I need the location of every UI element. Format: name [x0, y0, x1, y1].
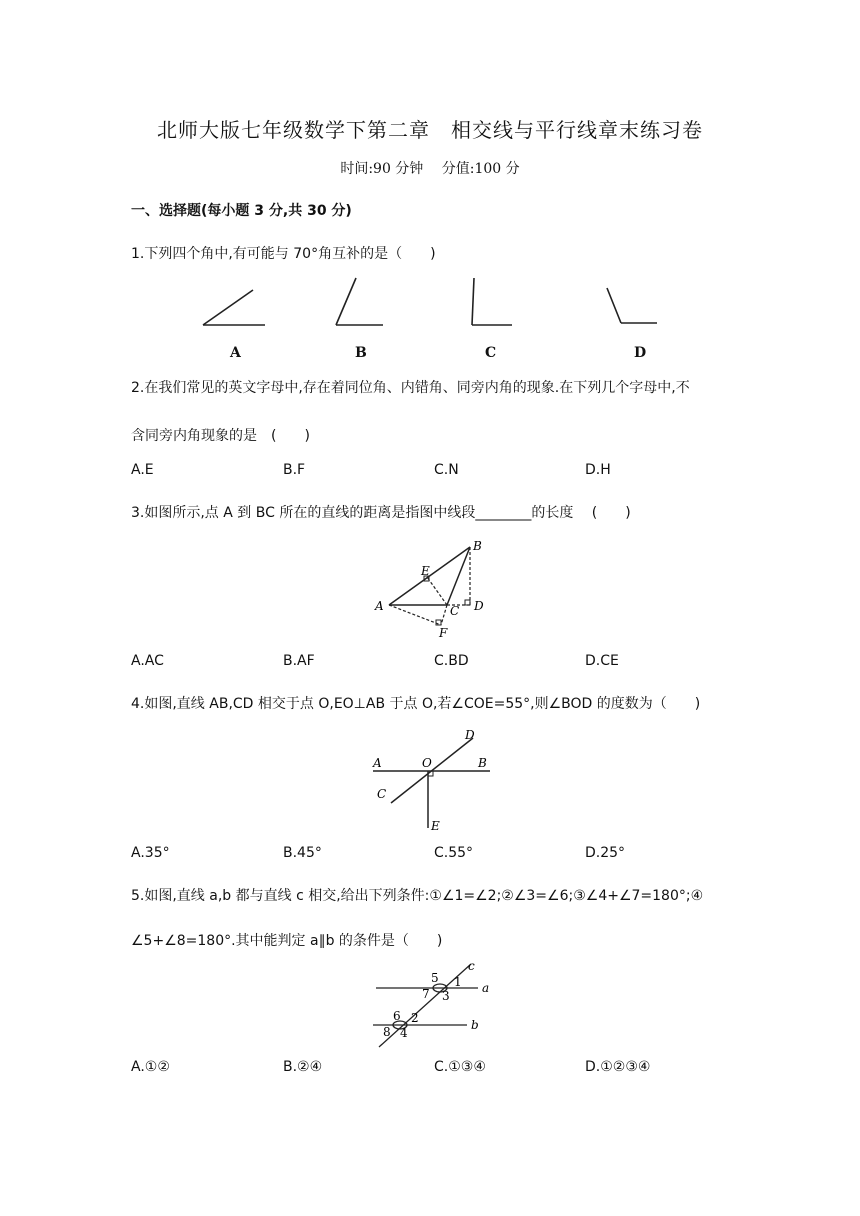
question-2-text-line1: 2.在我们常见的英文字母中,存在着同位角、内错角、同旁内角的现象.在下列几个字母中,不 — [131, 380, 690, 396]
question-3-option-d[interactable]: D.CE — [585, 653, 619, 669]
question-4-option-b[interactable]: B.45° — [283, 845, 322, 861]
question-1-text: 1.下列四个角中,有可能与 70°角互补的是（ ) — [131, 246, 436, 262]
angle-label-6: 6 — [393, 1009, 401, 1023]
point-label-e: E — [421, 564, 430, 578]
angle-label-8: 8 — [383, 1025, 391, 1039]
point-label-b: B — [478, 756, 487, 770]
figure-label-c: C — [485, 345, 497, 361]
question-4-option-d[interactable]: D.25° — [585, 845, 626, 861]
question-2-option-c[interactable]: C.N — [434, 462, 459, 478]
angle-label-2: 2 — [411, 1011, 419, 1025]
angle-label-5: 5 — [431, 971, 439, 985]
figure-label-a: A — [230, 345, 241, 361]
question-5-text-line1: 5.如图,直线 a,b 都与直线 c 相交,给出下列条件:①∠1=∠2;②∠3=∠6;③∠4+∠7=180°;④ — [131, 888, 704, 904]
angle-label-4: 4 — [400, 1026, 408, 1040]
question-5-option-a[interactable]: A.①② — [131, 1059, 170, 1075]
exam-info: 时间:90 分钟 分值:100 分 — [340, 161, 520, 177]
line-label-c: c — [468, 959, 475, 973]
figure-label-d: D — [634, 345, 647, 361]
question-3-text: 3.如图所示,点 A 到 BC 所在的直线的距离是指图中线段________的长度 ( ) — [131, 505, 631, 521]
question-4-option-a[interactable]: A.35° — [131, 845, 170, 861]
point-label-c: C — [450, 604, 460, 618]
section-heading: 一、选择题(每小题 3 分,共 30 分) — [131, 203, 352, 219]
point-label-b: B — [473, 539, 482, 553]
question-5-option-d[interactable]: D.①②③④ — [585, 1059, 651, 1075]
question-3-option-c[interactable]: C.BD — [434, 653, 469, 669]
question-4-option-c[interactable]: C.55° — [434, 845, 474, 861]
question-3-option-a[interactable]: A.AC — [131, 653, 164, 669]
point-label-f: F — [439, 626, 448, 640]
question-2-option-b[interactable]: B.F — [283, 462, 306, 478]
question-2-text-line2: 含同旁内角现象的是 ( ) — [131, 428, 310, 444]
point-label-d: D — [474, 599, 484, 613]
point-label-c: C — [377, 787, 387, 801]
point-label-e: E — [431, 819, 440, 833]
figure-label-b: B — [355, 345, 367, 361]
question-5-option-c[interactable]: C.①③④ — [434, 1059, 486, 1075]
page-title: 北师大版七年级数学下第二章 相交线与平行线章末练习卷 — [157, 118, 703, 142]
question-5-option-b[interactable]: B.②④ — [283, 1059, 323, 1075]
line-label-b: b — [471, 1018, 479, 1032]
point-label-a: A — [375, 599, 384, 613]
question-5-text-line2: ∠5+∠8=180°.其中能判定 a∥b 的条件是（ ) — [131, 933, 443, 949]
angle-label-3: 3 — [442, 989, 450, 1003]
point-label-a: A — [373, 756, 382, 770]
point-label-d: D — [465, 728, 475, 742]
angle-label-1: 1 — [454, 975, 462, 989]
question-2-option-a[interactable]: A.E — [131, 462, 154, 478]
line-label-a: a — [482, 981, 490, 995]
angle-label-7: 7 — [422, 987, 430, 1001]
question-4-text: 4.如图,直线 AB,CD 相交于点 O,EO⊥AB 于点 O,若∠COE=55°,则∠BOD 的度数为（ ) — [131, 696, 701, 712]
question-2-option-d[interactable]: D.H — [585, 462, 611, 478]
question-3-option-b[interactable]: B.AF — [283, 653, 315, 669]
point-label-o: O — [422, 756, 432, 770]
